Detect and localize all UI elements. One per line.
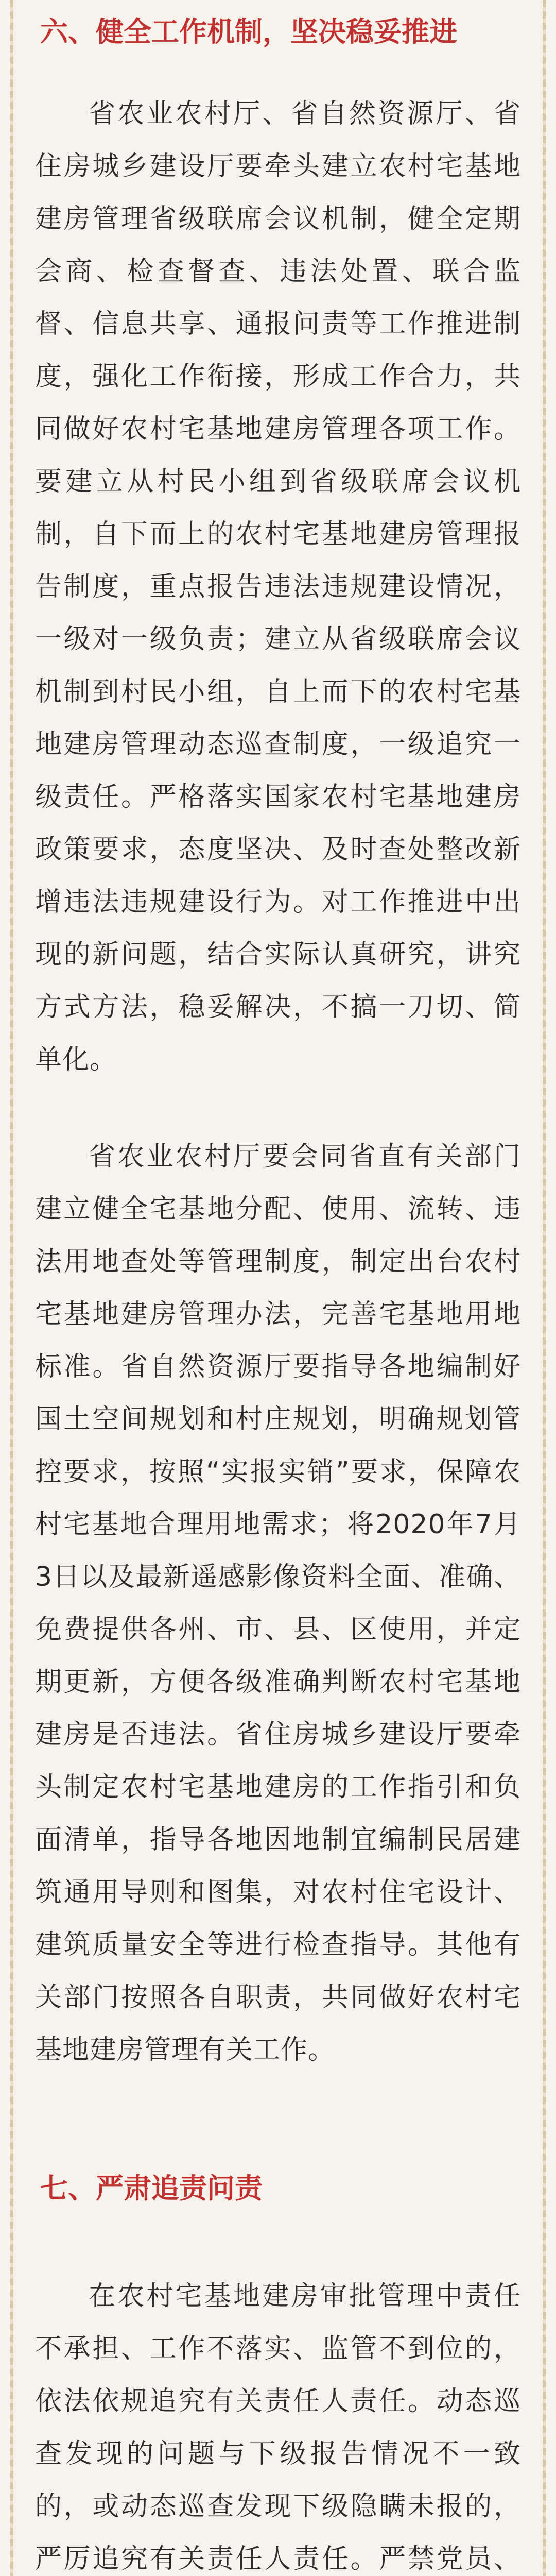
section-heading-7: 七、严肃追责问责 <box>40 2172 263 2205</box>
section-6-paragraph-1: 省农业农村厅、省自然资源厅、省住房城乡建设厅要牵头建立农村宅基地建房管理省级联席会议机制，健全定期会商、检查督查、违法处置、联合监督、信息共享、通报问责等工作推进制度，强化工作衔接，形成工作合力，共同做好农村宅基地建房管理各项工作。要建立从村民小组到省级联席会议机制，自下而上的农村宅基地建房管理报告制度，重点报告违法违规建设情况，一级对一级负责；建立从省级联席会议机制到村民小组，自上而下的农村宅基地建房管理动态巡查制度，一级追究一级责任。严格落实国家农村宅基地建房政策要求，态度坚决、及时查处整改新增违法违规建设行为。对工作推进中出现的新问题，结合实际认真研究，讲究方式方法，稳妥解决，不搞一刀切、简单化。 <box>35 98 521 1075</box>
section-7-paragraph-1: 在农村宅基地建房审批管理中责任不承担、工作不落实、监管不到位的，依法依规追究有关责任人责任。动态巡查发现的问题与下级报告情况不一致的，或动态巡查发现下级隐瞒未报的，严厉追究有关责任人责任。严禁党员、 <box>35 2281 521 2574</box>
document-content <box>35 0 521 2576</box>
section-heading-6: 六、健全工作机制，坚决稳妥推进 <box>40 15 457 48</box>
section-6-paragraph-2: 省农业农村厅要会同省直有关部门建立健全宅基地分配、使用、流转、违法用地查处等管理制度，制定出台农村宅基地建房管理办法，完善宅基地用地标准。省自然资源厅要指导各地编制好国土空间规划和村庄规划，明确规划管控要求，按照“实报实销”要求，保障农村宅基地合理用地需求；将2020年7月3日以及最新遥感影像资料全面、准确、免费提供各州、市、县、区使用，并定期更新，方便各级准确判断农村宅基地建房是否违法。省住房城乡建设厅要牵头制定农村宅基地建房的工作指引和负面清单，指导各地因地制宜编制民居建筑通用导则和图集，对农村住宅设计、建筑质量安全等进行检查指导。其他有关部门按照各自职责，共同做好农村宅基地建房管理有关工作。 <box>35 1141 521 2065</box>
decorative-border-right <box>543 0 546 2576</box>
decorative-border-left <box>10 0 13 2576</box>
